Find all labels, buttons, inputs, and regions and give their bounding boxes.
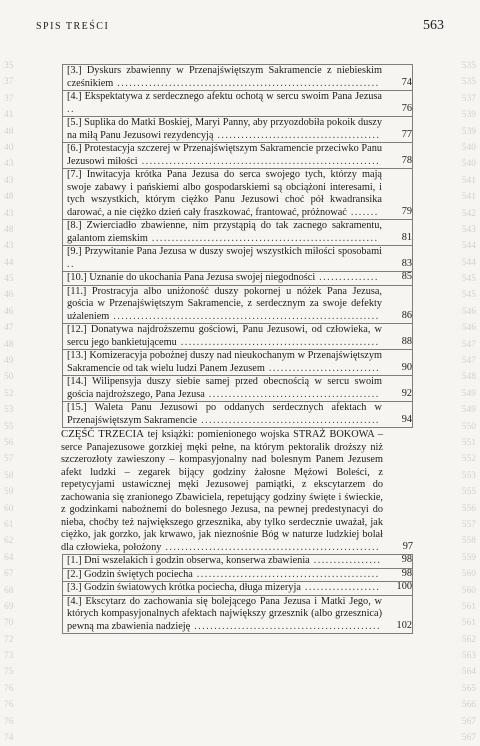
toc-entry-title: [2.] Godzin świętych pociecha	[67, 568, 193, 580]
toc-entry-title: [7.] Inwitacyja krótka Pana Jezusa do serca swojego tych, którzy mają swoje zabawy i pańskiemi albo gospodarskiemi są obciążoni interesami, i tych wszystkich, którym ciężko Panu Jezusowi choć pół kwadransika darować, a nie ciężko dzień cały fraszkować, frantować, próżnować	[67, 169, 382, 218]
toc-page-number: 98	[401, 567, 412, 579]
bleed-number: 44	[4, 257, 14, 268]
toc-entry	[62, 272, 413, 286]
leader-dots: ..	[67, 103, 75, 115]
leader-dots: ...................	[300, 582, 381, 593]
bleed-number: 41	[4, 110, 14, 121]
bleed-number: 43	[4, 241, 14, 252]
bleed-number: 50	[4, 372, 14, 383]
bleed-number: 546	[461, 323, 476, 334]
toc-entry-title: [9.] Przywitanie Pana Jezusa w duszy swojej wszystkich miłości sposobami	[67, 246, 382, 257]
leader-dots: ..............................................	[192, 568, 380, 580]
bleed-number: 544	[461, 241, 476, 252]
toc-entry-title: [1.] Dni wszelakich i godzin obserwa, konserwa zbawienia	[67, 555, 310, 566]
toc-entry-title: [14.] Wilipensyja duszy siebie samej przed obecnością w sercu swoim gościa najdroższego, Pana Jezusa	[67, 376, 382, 400]
bleed-number: 535	[461, 61, 476, 71]
bleed-number: 53	[4, 405, 14, 416]
toc-entry-title: [8.] Zwierciadło zbawienne, nim przystąpią do tak zacnego sakramentu, galantom ziemskim	[67, 220, 382, 244]
bleed-number: 564	[461, 667, 476, 678]
bleed-number: 69	[4, 601, 14, 612]
toc-entry	[62, 376, 413, 402]
bleed-number: 560	[461, 585, 476, 596]
table-of-contents	[62, 64, 413, 634]
bleed-number: 46	[4, 290, 14, 301]
leader-dots: .........................................................	[147, 232, 379, 244]
toc-entry-title: [5.] Suplika do Matki Boskiej, Maryi Panny, aby przyozdobiła pokoik duszy na miłą Panu Jezusowi rezydencyją	[67, 117, 382, 141]
bleed-number: 547	[461, 339, 476, 350]
bleed-number: 561	[461, 618, 476, 629]
bleed-number: 67	[4, 569, 14, 580]
toc-entry	[62, 246, 413, 272]
leader-dots: ..................................................	[176, 336, 380, 348]
leader-dots: ............................................................	[137, 155, 381, 167]
toc-page-number: 94	[401, 413, 412, 425]
bleed-number: 64	[4, 552, 14, 563]
bleed-number: 58	[4, 470, 14, 481]
toc-entry-title: [4.] Ekspektatywa z serdecznego afektu ochotą w sercu swoim Pana Jezusa	[67, 91, 382, 102]
bleed-number: 74	[4, 733, 14, 744]
bleed-number: 553	[461, 470, 476, 481]
leader-dots: ...............................................	[190, 620, 381, 632]
leader-dots: .............................................	[197, 414, 380, 426]
bleed-number: 46	[4, 306, 14, 317]
bleed-number: 559	[461, 552, 476, 563]
bleed-number: 70	[4, 618, 14, 629]
bleed-number: 556	[461, 503, 476, 514]
bleed-number: 540	[461, 142, 476, 153]
bleed-number: 43	[4, 159, 14, 170]
bleed-number: 56	[4, 437, 14, 448]
bleed-number: 57	[4, 454, 14, 465]
bleed-number: 544	[461, 257, 476, 268]
bleed-number: 546	[461, 306, 476, 317]
toc-page-number: 79	[401, 205, 412, 217]
toc-entry	[62, 64, 413, 91]
toc-entry	[62, 220, 413, 246]
bleed-number: 563	[461, 651, 476, 662]
bleed-number: 76	[4, 700, 14, 711]
bleed-number: 539	[461, 110, 476, 121]
toc-entry	[62, 596, 413, 635]
bleed-number: 562	[461, 634, 476, 645]
bleed-number: 47	[4, 323, 14, 334]
bleed-number: 62	[4, 536, 14, 547]
toc-page-number: 77	[401, 128, 412, 140]
bleed-number: 535	[461, 77, 476, 88]
bleed-number: 541	[461, 175, 476, 186]
part-description: tej książki: pomienionego wojska STRAŻ BOKOWA – serce Panajezusowe gorzkiej męki pełne, na którym pektoralik droższy niż szczerozłoty zawieszony – kompasyjonalny nad bolesnym Panem Jezusem afekt ludzki – zegarek bijący godziny żałosne Mężowi Boleści, z repetycyjami ustawicznej męki Jezusowej pamiątki, z ekscytarzem do zachowania się zranionego Zbawiciela, repetujący godziny święte i świeckie, z godzinkami nabożnemi do bolesnego Jezusa, na pewnej predestynacyi do nieba, choćby też największego grzesznika, aby tylko serdecznie uważał, jak ciężko, jak gorzko, jak krwawo, jak nieznośnie Bóg w naturze ludzkiej bolał dla człowieka, położony	[61, 429, 383, 553]
toc-page-number: 85	[401, 271, 412, 282]
bleed-number: 43	[4, 208, 14, 219]
bleed-number: 76	[4, 683, 14, 694]
bleed-number: 68	[4, 585, 14, 596]
toc-entry	[62, 143, 413, 169]
bleed-number: 59	[4, 487, 14, 498]
bleed-number: 49	[4, 356, 14, 367]
toc-page-number: 92	[401, 387, 412, 399]
bleed-number: 551	[461, 437, 476, 448]
bleed-number: 75	[4, 667, 14, 678]
bleed-number: 537	[461, 93, 476, 104]
toc-entry-title: [13.] Komizeracyja pobożnej duszy nad nieukochanym w Przenajświętszym Sakramencie od tak wielu ludzi Panem Jezusem	[67, 350, 382, 374]
leader-dots: .......	[346, 206, 379, 218]
toc-page-number: 83	[401, 257, 412, 269]
bleed-number: 567	[461, 733, 476, 744]
bleed-number: 48	[4, 224, 14, 235]
toc-entry-title: [3.] Godzin światowych krótka pociecha, długa mizeryja	[67, 582, 301, 593]
toc-page-number: 86	[401, 309, 412, 321]
bleed-number: 552	[461, 454, 476, 465]
toc-page-number: 78	[401, 154, 412, 166]
toc-entry-title: [10.] Uznanie do ukochania Pana Jezusa swojej niegodności	[67, 272, 316, 283]
leader-dots: .........................................	[213, 129, 381, 141]
bleed-through-left	[4, 58, 34, 746]
bleed-through-right	[446, 58, 476, 746]
bleed-number: 37	[4, 77, 14, 88]
toc-entry-title: [11.] Prostracyja albo uniżoność duszy pokornej u nóżek Pana Jezusa, gościa w Przenajświętszym Sakramencie, z serdecznym za swoje defekty użaleniem	[67, 285, 382, 322]
bleed-number: 565	[461, 683, 476, 694]
toc-entry-title: [12.] Donatywa najdroższemu gościowi, Panu Jezusowi, od człowieka, w sercu jego bankietującemu	[67, 324, 382, 348]
bleed-number: 558	[461, 536, 476, 547]
part-three-entry	[61, 428, 413, 554]
bleed-number: 48	[4, 192, 14, 203]
page-header	[36, 18, 444, 40]
toc-entry	[62, 117, 413, 143]
bleed-number: 45	[4, 274, 14, 285]
bleed-number: 61	[4, 519, 14, 530]
bleed-number: 555	[461, 487, 476, 498]
running-head: SPIS TREŚCI	[36, 21, 110, 32]
bleed-number: 52	[4, 388, 14, 399]
toc-page-number: 100	[396, 581, 412, 592]
toc-page-number: 81	[401, 231, 412, 243]
toc-entry-title: [4.] Ekscytarz do zachowania się bolejącego Pana Jezusa i Matki Jego, w których kompasyjonalnych afektach największy grzesznik (albo grzesznica) pewną ma zbawienia nadzieję	[67, 595, 382, 632]
toc-entry	[62, 286, 413, 325]
bleed-number: 566	[461, 700, 476, 711]
toc-entry-title: [15.] Waleta Panu Jezusowi po oddanych serdecznych afektach w Przenajświętszym Sakramencie	[67, 402, 382, 426]
toc-entry-title: [3.] Dyskurs zbawienny w Przenajświętszym Sakramencie z niebieskim cześnikiem	[67, 65, 382, 89]
leader-dots: ...........................................	[204, 388, 380, 400]
toc-page-number: 102	[396, 619, 412, 631]
bleed-number: 40	[4, 142, 14, 153]
toc-entry	[62, 169, 413, 220]
toc-entry	[62, 554, 413, 569]
bleed-number: 541	[461, 192, 476, 203]
leader-dots: ..................................................................	[113, 77, 380, 89]
bleed-number: 55	[4, 421, 14, 432]
toc-entry	[62, 582, 413, 596]
bleed-number: 567	[461, 716, 476, 727]
toc-entry	[62, 569, 413, 583]
bleed-number: 549	[461, 388, 476, 399]
part-title: CZĘŚĆ TRZECIA	[61, 428, 144, 440]
leader-dots: ...................................................................	[109, 310, 380, 322]
bleed-number: 37	[4, 93, 14, 104]
toc-page-number: 98	[401, 554, 412, 565]
toc-page-number: 90	[401, 361, 412, 373]
bleed-number: 540	[461, 159, 476, 170]
bleed-number: 560	[461, 569, 476, 580]
bleed-number: 542	[461, 208, 476, 219]
bleed-number: 545	[461, 290, 476, 301]
page-number: 563	[423, 18, 444, 33]
toc-entry-title: [6.] Protestacyja szczerej w Przenajświętszym Sakramencie przeciwko Panu Jezusowi miłości	[67, 143, 382, 167]
bleed-number: 561	[461, 601, 476, 612]
leader-dots: ..	[67, 258, 75, 270]
bleed-number: 60	[4, 503, 14, 514]
bleed-number: 76	[4, 716, 14, 727]
leader-dots: .................	[309, 555, 382, 566]
bleed-number: 557	[461, 519, 476, 530]
toc-page-number: 97	[402, 540, 413, 552]
leader-dots: ............................	[264, 362, 381, 374]
toc-entry	[62, 350, 413, 376]
bleed-number: 543	[461, 224, 476, 235]
leader-dots: ...............	[315, 272, 379, 283]
bleed-number: 35	[4, 61, 14, 71]
bleed-number: 539	[461, 126, 476, 137]
bleed-number: 72	[4, 634, 14, 645]
bleed-number: 43	[4, 175, 14, 186]
toc-entry	[62, 402, 413, 428]
bleed-number: 73	[4, 651, 14, 662]
toc-entry	[62, 91, 413, 117]
bleed-number: 547	[461, 356, 476, 367]
bleed-number: 545	[461, 274, 476, 285]
bleed-number: 48	[4, 339, 14, 350]
bleed-number: 48	[4, 126, 14, 137]
bleed-number: 550	[461, 421, 476, 432]
toc-page-number: 74	[401, 76, 412, 88]
bleed-number: 549	[461, 405, 476, 416]
leader-dots: ......................................................	[161, 541, 380, 553]
bleed-number: 548	[461, 372, 476, 383]
toc-entry	[62, 324, 413, 350]
toc-page-number: 76	[401, 102, 412, 114]
toc-page-number: 88	[401, 335, 412, 347]
